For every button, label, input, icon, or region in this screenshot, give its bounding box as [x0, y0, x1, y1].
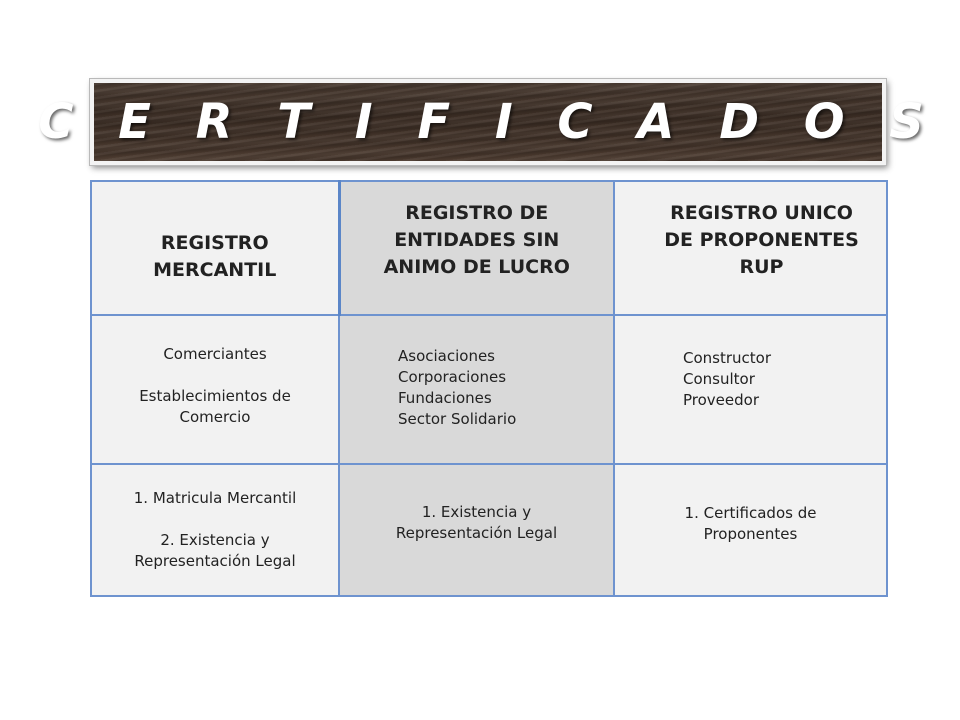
header-line: RUP — [739, 255, 784, 278]
subject-line: Proveedor — [683, 391, 759, 409]
certificate-line — [92, 509, 338, 530]
subject-line: Comercio — [179, 407, 251, 426]
certificate-line: Representación Legal — [395, 524, 558, 542]
subject-line: Establecimientos de — [139, 386, 291, 405]
certificate-line: 1. Certificados de — [684, 504, 817, 522]
table-row — [91, 464, 887, 596]
header-line: DE PROPONENTES — [664, 228, 859, 251]
header-line: MERCANTIL — [153, 259, 277, 281]
certificate-line: Representación Legal — [134, 552, 296, 570]
header-line: REGISTRO DE — [405, 201, 549, 224]
subject-line: Corporaciones — [398, 367, 507, 386]
header-cell-rup — [614, 181, 887, 315]
certificate-line: Proponentes — [703, 525, 798, 543]
subject-line: Asociaciones — [398, 346, 496, 365]
subject-line — [92, 365, 338, 386]
certificate-line: 1. Matricula Mercantil — [133, 489, 297, 507]
subject-line: Consultor — [683, 370, 755, 388]
header-cell-entidades — [339, 181, 614, 315]
header-line: ANIMO DE LUCRO — [383, 255, 570, 278]
table-row — [91, 181, 887, 315]
header-line: REGISTRO — [160, 232, 269, 254]
subjects-cell-entidades — [339, 315, 614, 464]
subject-line: Fundaciones — [398, 388, 492, 407]
subject-line: Constructor — [683, 349, 772, 367]
page-title: C E R T I F I C A D O S — [38, 94, 938, 150]
certificates-table — [90, 180, 888, 597]
header-line: REGISTRO UNICO — [670, 201, 853, 224]
header-cell-mercantil — [91, 181, 339, 315]
subjects-cell-mercantil — [91, 315, 339, 464]
table-row — [91, 315, 887, 464]
header-line: ENTIDADES SIN — [394, 228, 560, 251]
subject-line: Comerciantes — [163, 344, 267, 363]
subjects-cell-rup — [614, 315, 887, 464]
subject-line: Sector Solidario — [398, 409, 517, 428]
certificates-cell-entidades — [339, 464, 614, 596]
certificate-line: 1. Existencia y — [421, 503, 532, 521]
certificates-cell-mercantil — [91, 464, 339, 596]
title-banner — [38, 79, 938, 165]
certificates-cell-rup — [614, 464, 887, 596]
certificate-line: 2. Existencia y — [160, 531, 270, 549]
